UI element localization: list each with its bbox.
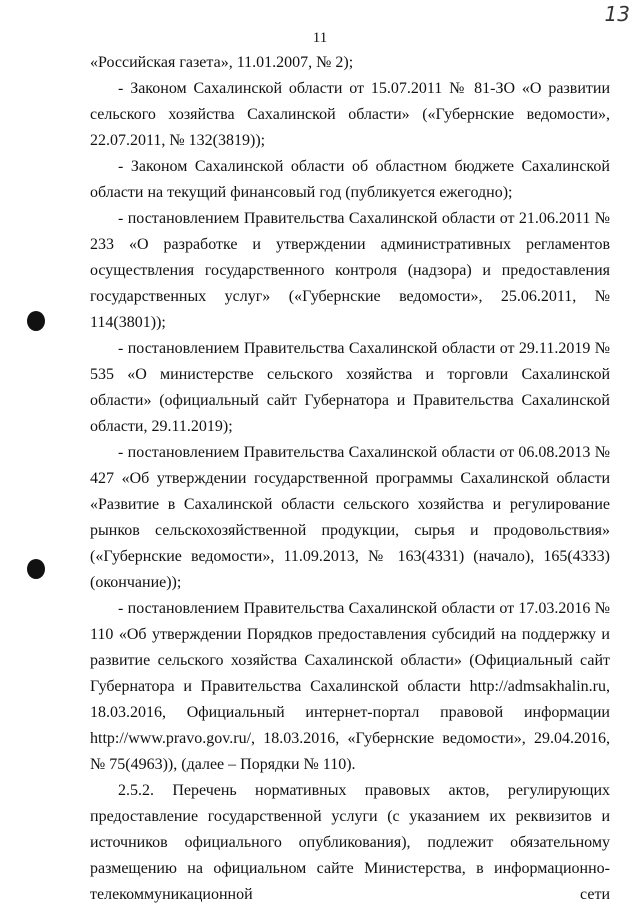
paragraph-resolution-110: - постановлением Правительства Сахалинской области от 17.03.2016 № 110 «Об утверждении Порядков предоставления субсидий на поддержку и развитие сельского хозяйства Сахалинской области» (Официальный сайт Губернатора и Правительства Сахалинской области http://admsakhalin.ru, 18.03.2016, Официальный интернет-портал правовой информации http://www.pravo.gov.ru/, 18.03.2016, «Губернские ведомости», 29.04.2016, № 75(4963)), (далее – Порядки № 110).: [90, 600, 610, 773]
document-body: [90, 50, 610, 908]
paragraph-2-5-2: 2.5.2. Перечень нормативных правовых актов, регулирующих предоставление государственной услуги (с указанием их реквизитов и источников официального опубликования), подлежит обязательному размещению на официальном сайте Министерства, в информационно-телекоммуникационной сети: [90, 782, 610, 903]
paragraph-continuation: «Российская газета», 11.01.2007, № 2);: [90, 54, 354, 71]
page-number: 11: [312, 30, 328, 46]
paragraph-resolution-233: - постановлением Правительства Сахалинской области от 21.06.2011 № 233 «О разработке и утверждении административных регламентов осуществления государственного контроля (надзора) и предоставления государственных услуг» («Губернские ведомости», 25.06.2011, № 114(3801));: [90, 210, 610, 331]
paragraph-budget-law: - Законом Сахалинской области об областном бюджете Сахалинской области на текущий финансовый год (публикуется ежегодно);: [90, 158, 610, 201]
handwritten-page-number: 13: [604, 2, 630, 26]
punch-hole-bottom: [27, 559, 45, 579]
paragraph-law-81-zo: - Законом Сахалинской области от 15.07.2011 № 81-ЗО «О развитии сельского хозяйства Сахалинской области» («Губернские ведомости», 22.07.2011, № 132(3819));: [90, 80, 610, 149]
paragraph-resolution-427: - постановлением Правительства Сахалинской области от 06.08.2013 № 427 «Об утверждении государственной программы Сахалинской области «Развитие в Сахалинской области сельского хозяйства и регулирование рынков сельскохозяйственной продукции, сырья и продовольствия» («Губернские ведомости», 11.09.2013, № 163(4331) (начало), 165(4333) (окончание));: [90, 444, 610, 591]
paragraph-resolution-535: - постановлением Правительства Сахалинской области от 29.11.2019 № 535 «О министерстве сельского хозяйства и торговли Сахалинской области» (официальный сайт Губернатора и Правительства Сахалинской области, 29.11.2019);: [90, 340, 610, 435]
punch-hole-top: [27, 311, 45, 331]
